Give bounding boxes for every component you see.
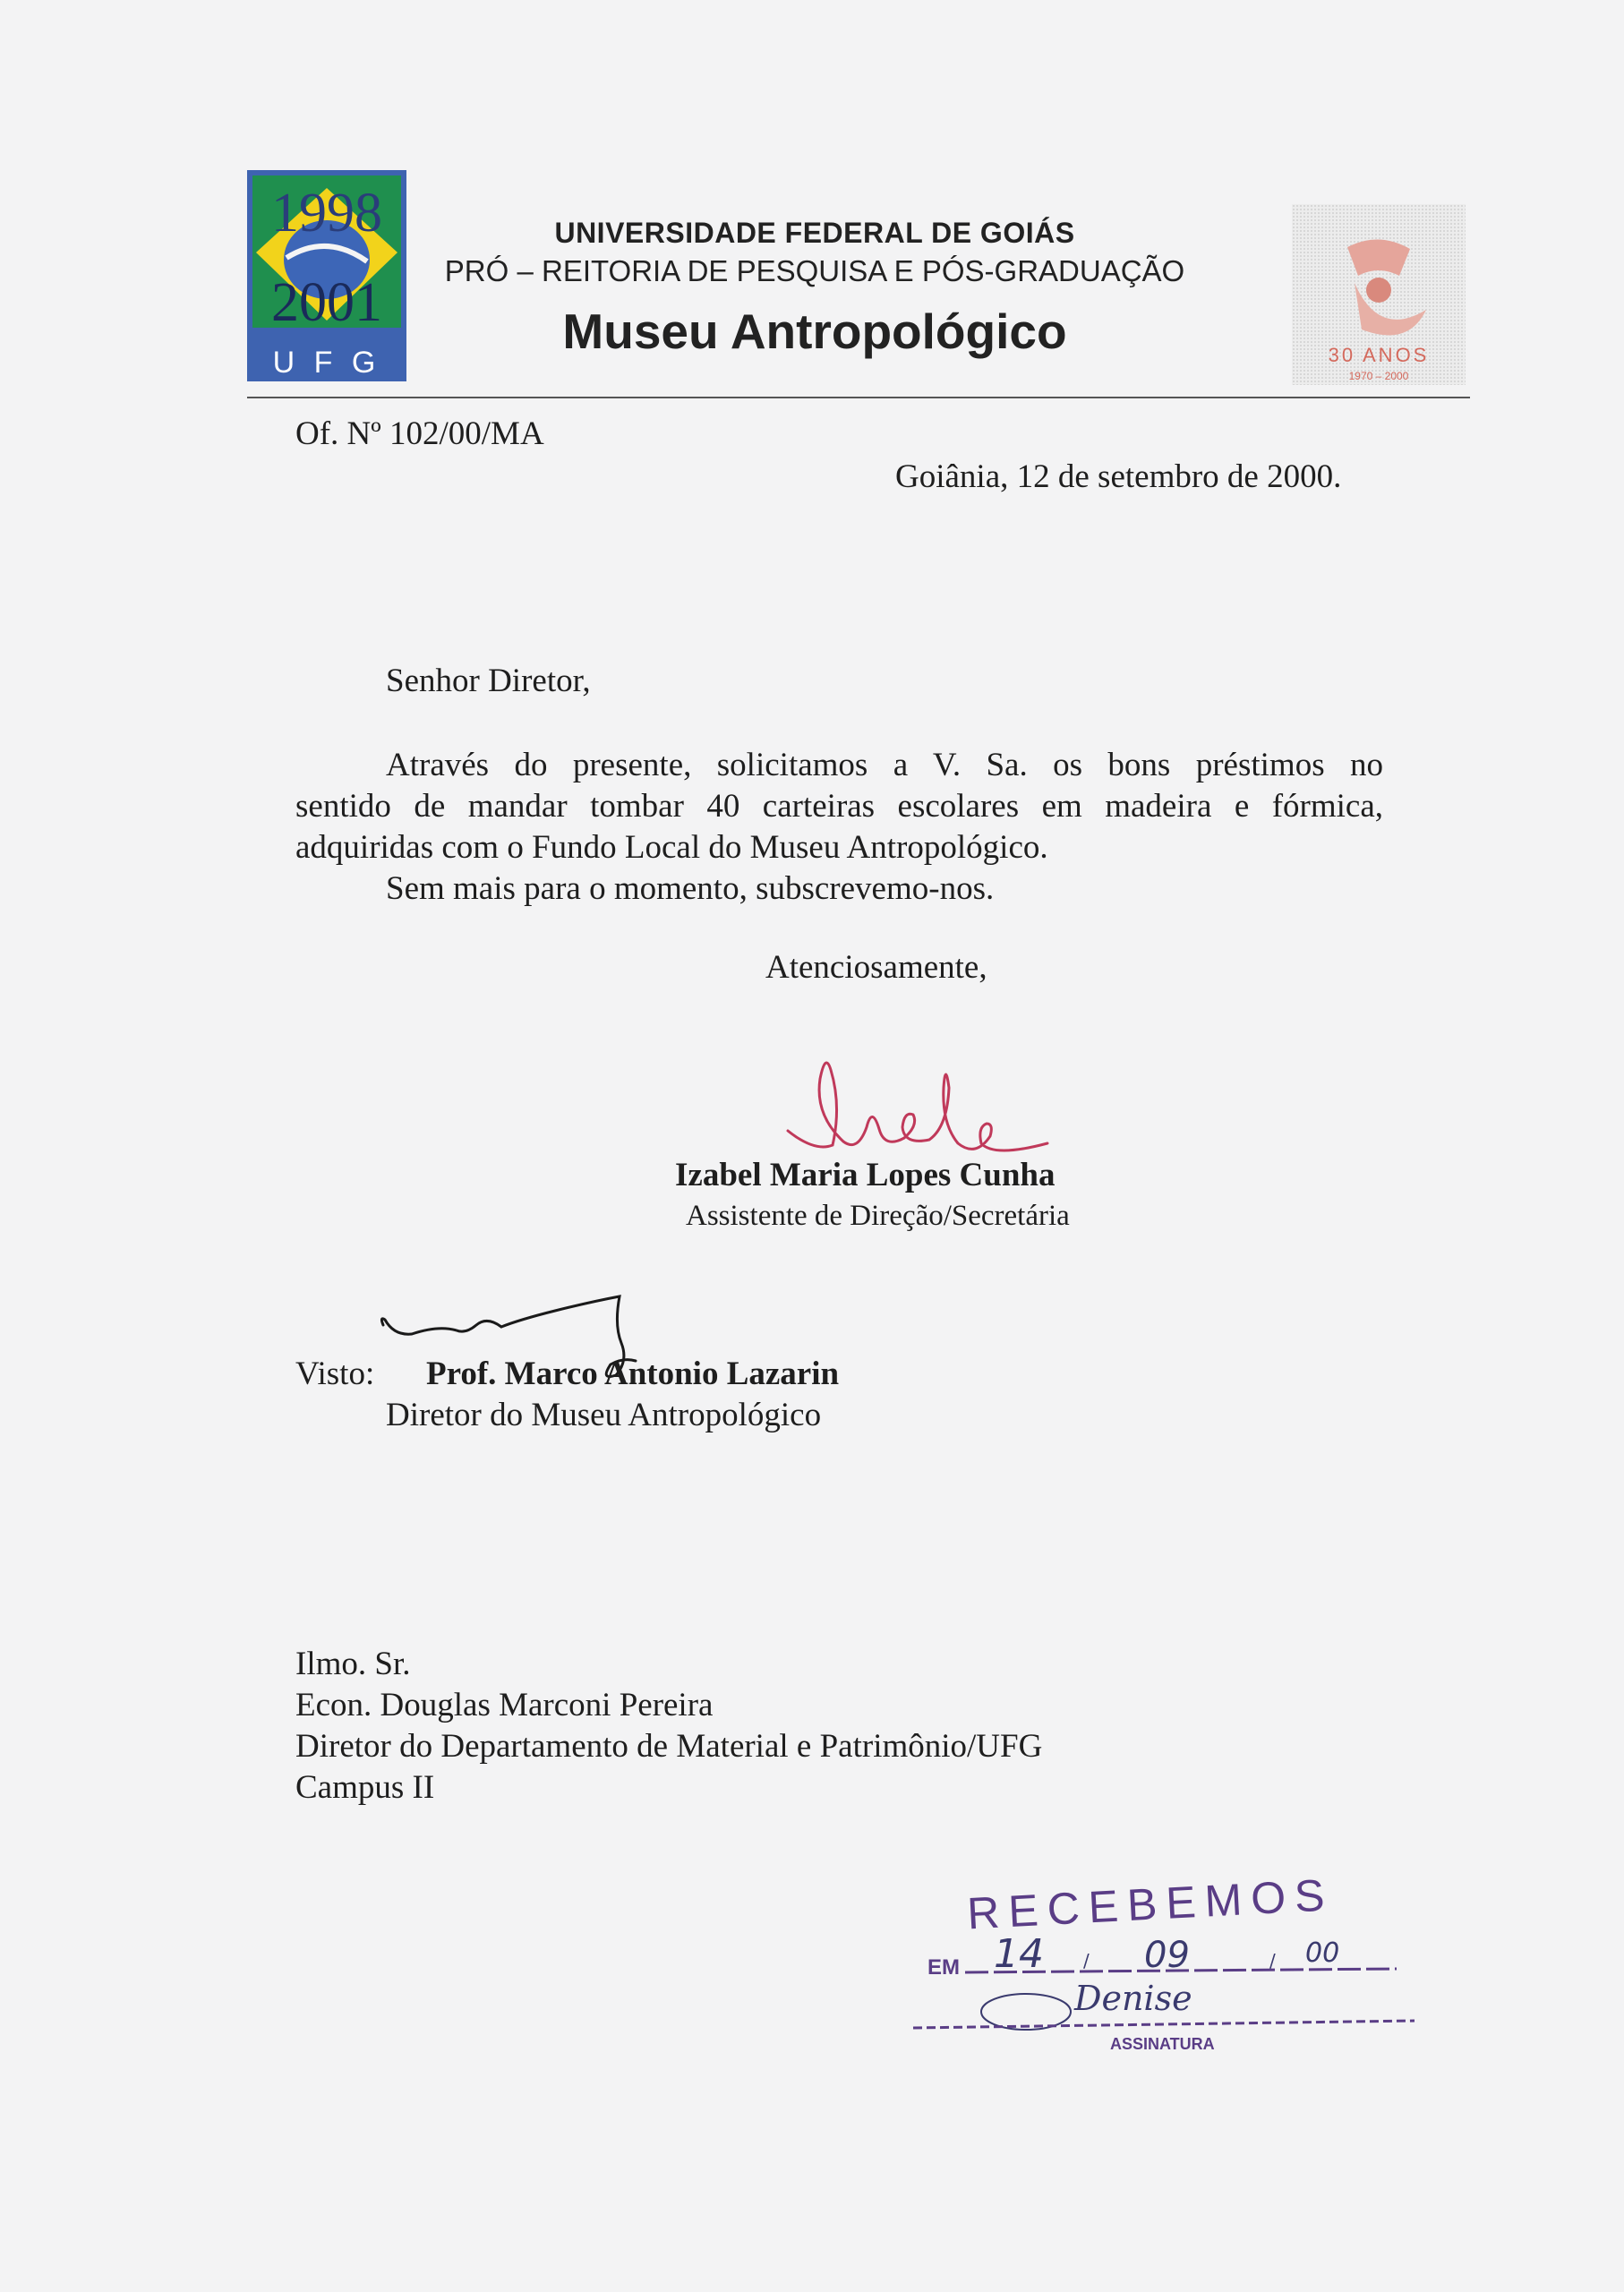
recipient-line: Econ. Douglas Marconi Pereira: [295, 1687, 714, 1723]
reference-number: Of. Nº 102/00/MA: [295, 415, 544, 452]
signer-role: Assistente de Direção/Secretária: [686, 1200, 1070, 1232]
salutation: Senhor Diretor,: [386, 663, 591, 699]
logo-initials: U F G: [272, 346, 381, 380]
seen-label: Visto:: [295, 1356, 375, 1392]
anniversary-label: 30 ANOS: [1328, 344, 1430, 366]
header-divider: [247, 397, 1470, 398]
signer-signature: [779, 1052, 1065, 1168]
recipient-line: Diretor do Departamento de Material e Patrimônio/UFG: [295, 1728, 1043, 1765]
logo-top-year: 1998: [271, 183, 382, 244]
stamp-year: 00: [1305, 1937, 1340, 1969]
stamp-day: 14: [994, 1931, 1044, 1977]
paragraph-line: Através do presente, solicitamos a V. Sa. os bons préstimos no: [386, 747, 1383, 783]
ufg-logo: [247, 170, 406, 381]
body-paragraph: [295, 745, 1383, 868]
signer-name: Izabel Maria Lopes Cunha: [675, 1157, 1056, 1193]
museum-name: Museu Antropológico: [562, 304, 1067, 359]
anniversary-years: 1970 – 2000: [1348, 370, 1409, 382]
university-name: UNIVERSIDADE FEDERAL DE GOIÁS: [554, 217, 1075, 249]
paragraph-line: sentido de mandar tombar 40 carteiras escolares em madeira e fórmica,: [295, 788, 1383, 825]
seen-name: Prof. Marco Antonio Lazarin: [426, 1356, 840, 1392]
office-name: PRÓ – REITORIA DE PESQUISA E PÓS-GRADUAÇÃO: [444, 254, 1185, 287]
stamp-footer: ASSINATURA: [1110, 2035, 1215, 2053]
stamp-month: 09: [1144, 1935, 1190, 1976]
recipient-block: [295, 1644, 1042, 1809]
recipient-line: Campus II: [295, 1769, 435, 1806]
svg-text:/: /: [1083, 1950, 1090, 1971]
logo-bottom-year: 2001: [271, 272, 382, 333]
paragraph-line: adquiridas com o Fundo Local do Museu Antropológico.: [295, 829, 1048, 866]
closing-line: Sem mais para o momento, subscrevemo-nos.: [386, 870, 995, 907]
regards: Atenciosamente,: [765, 949, 987, 986]
stamp-title: RECEBEMOS: [965, 1869, 1335, 1939]
anniversary-logo: [1292, 204, 1466, 385]
stamp-signature: Denise: [1074, 1979, 1192, 2018]
seen-role: Diretor do Museu Antropológico: [386, 1397, 822, 1433]
stamp-prefix: EM: [927, 1955, 960, 1980]
place-date: Goiânia, 12 de setembro de 2000.: [895, 458, 1342, 495]
received-stamp: [895, 1867, 1432, 2055]
recipient-line: Ilmo. Sr.: [295, 1646, 411, 1682]
svg-text:/: /: [1269, 1950, 1276, 1971]
